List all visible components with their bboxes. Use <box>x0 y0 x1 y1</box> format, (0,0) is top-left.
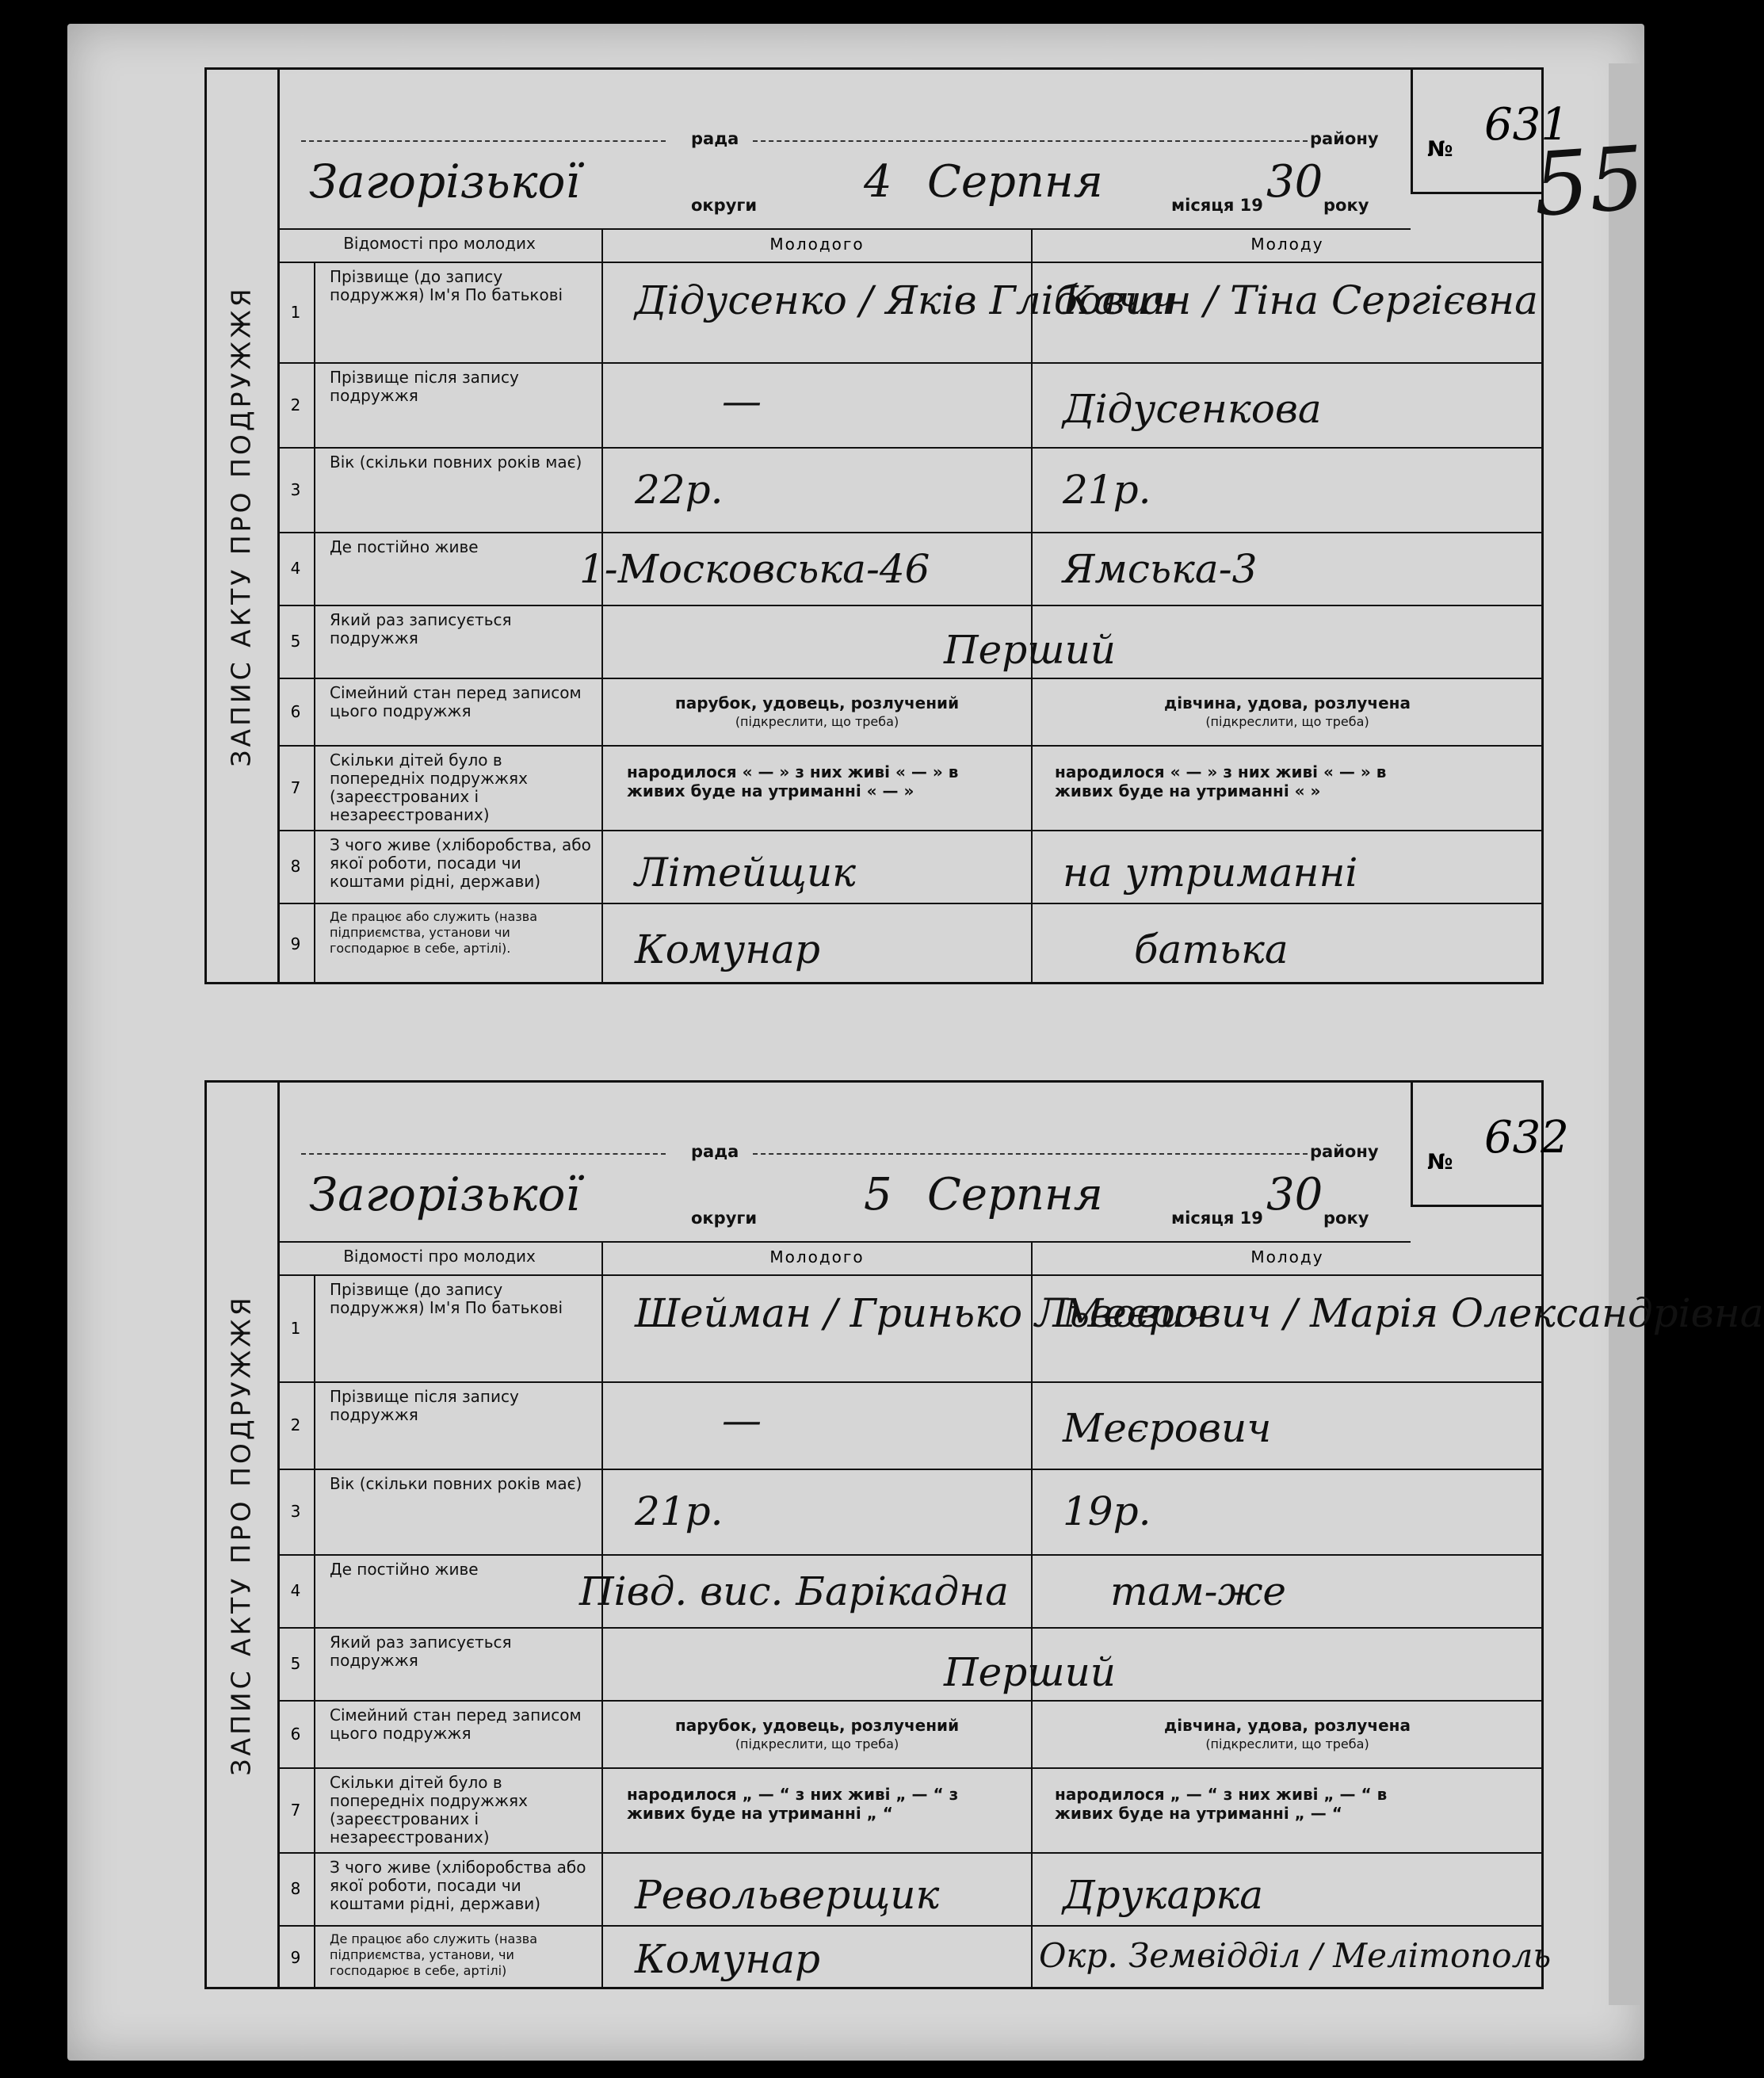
table-row <box>277 1381 1544 1470</box>
day-value: 5 <box>864 1169 892 1220</box>
row-number: 6 <box>277 678 315 745</box>
groom-value: Півд. вис. Барікадна <box>579 1568 1009 1614</box>
bride-status-note: (підкреслити, що треба) <box>1205 714 1369 729</box>
bride-status-note: (підкреслити, що треба) <box>1205 1736 1369 1751</box>
groom-children: народилося « — » з них живі « — » в живих буде на утриманні « — » <box>627 762 959 800</box>
table-row <box>277 362 1544 449</box>
row-number: 5 <box>277 1627 315 1700</box>
row-number: 5 <box>277 605 315 678</box>
rada-line <box>301 140 666 142</box>
table-row <box>277 830 1544 904</box>
table-row <box>277 745 1544 831</box>
bride-value: 21р. <box>1063 467 1151 513</box>
bride-value: Меєрович <box>1063 1405 1272 1451</box>
column-info: Відомості про молодих <box>343 234 536 253</box>
groom-value: Шейман / Гринько Львович <box>635 1290 1210 1336</box>
row-label: З чого живе (хліборобства, або якої роботи, посади чи коштами рідні, держави) <box>314 830 603 903</box>
groom-status: парубок, удовець, розлучений <box>674 1716 960 1735</box>
row-label: Прізвище після запису подружжя <box>314 362 603 447</box>
row-number: 3 <box>277 1469 315 1554</box>
table-row <box>277 1852 1544 1927</box>
row-label: Вік (скільки повних років має) <box>314 447 603 532</box>
table-row <box>277 1274 1764 1383</box>
bride-value: Меєрович / Марія Олександрівна <box>1063 1290 1764 1336</box>
bride-value: Качан / Тіна Сергієвна <box>1063 277 1538 323</box>
vertical-title: ЗАПИС АКТУ ПРО ПОДРУЖЖЯ <box>225 285 257 767</box>
bride-children: народилося „ — “ з них живі „ — “ в живих буде на утриманні „ — “ <box>1055 1785 1388 1823</box>
paper-edge <box>1609 63 1640 2005</box>
groom-value: Комунар <box>635 1936 821 1982</box>
bride-status: дівчина, удова, розлучена <box>1164 693 1411 712</box>
bride-value: батька <box>1134 926 1289 972</box>
row-number: 2 <box>277 1381 315 1469</box>
rayon-label: району <box>1310 1142 1379 1161</box>
row-label: Скільки дітей було в попередніх подружжях (зареєстрованих і незареєстрованих) <box>314 1767 603 1852</box>
vertical-title-strip <box>204 1080 280 1989</box>
column-groom: Молодого <box>769 235 865 254</box>
bride-children: народилося « — » з них живі « — » в живих буде на утриманні « » <box>1055 762 1387 800</box>
groom-value: Дідусенко / Яків Глібович <box>635 277 1175 323</box>
table-row <box>277 1627 1544 1702</box>
row-number: 4 <box>277 1554 315 1627</box>
bride-value: Окр. Земвідділ / Мелітополь <box>1039 1936 1552 1975</box>
record-number: 631 <box>1484 99 1569 151</box>
row-label: Прізвище після запису подружжя <box>314 1381 603 1469</box>
month-value: Серпня <box>927 156 1103 208</box>
row-number: 2 <box>277 362 315 447</box>
row-number: 9 <box>277 1925 315 1989</box>
record-table <box>277 1241 1764 1989</box>
bride-value: на утриманні <box>1063 850 1358 896</box>
table-header-row <box>277 1241 1544 1276</box>
record-header <box>277 67 1411 230</box>
groom-children: народилося „ — “ з них живі „ — “ з живих буде на утриманні „ “ <box>627 1785 959 1823</box>
table-row <box>277 605 1544 679</box>
table-row <box>277 1700 1544 1769</box>
day-value: 4 <box>864 156 892 208</box>
groom-value: 21р. <box>635 1488 724 1534</box>
row-label: Який раз записується подружжя <box>314 1627 603 1700</box>
row-label: Прізвище (до запису подружжя) Ім'я По батькові <box>314 1274 603 1381</box>
record-header <box>277 1080 1411 1243</box>
okrug-label: округи <box>691 196 758 215</box>
year-label: року <box>1323 1209 1369 1228</box>
record-main <box>277 67 1569 984</box>
month-label: місяця 19 <box>1171 196 1263 215</box>
rada-label: рада <box>691 1142 739 1161</box>
column-bride: Молоду <box>1250 235 1324 254</box>
rada-label: рада <box>691 129 739 148</box>
year-value: 30 <box>1266 1169 1323 1220</box>
row-number: 1 <box>277 1274 315 1381</box>
record-number-box <box>1411 1080 1569 1207</box>
row-label: Який раз записується подружжя <box>314 605 603 678</box>
groom-value: — <box>722 1397 762 1443</box>
table-row <box>277 678 1544 747</box>
record-number-box <box>1411 67 1569 194</box>
rada-line <box>301 1153 666 1155</box>
table-row <box>277 1767 1544 1854</box>
row-label: Де працює або служить (назва підприємства, установи, чи господарює в себе, артілі) <box>314 1925 603 1989</box>
groom-value: Револьверщик <box>635 1872 940 1918</box>
row-number: 9 <box>277 903 315 984</box>
row-number: 3 <box>277 447 315 532</box>
table-row <box>277 1469 1544 1556</box>
column-bride: Молоду <box>1250 1247 1324 1266</box>
row-number: 8 <box>277 1852 315 1925</box>
bride-value: Ямська-3 <box>1063 546 1258 592</box>
number-label: № <box>1427 137 1453 162</box>
groom-value: — <box>722 378 762 424</box>
table-row <box>277 262 1544 364</box>
groom-value: Літейщик <box>635 850 857 896</box>
row-number: 7 <box>277 745 315 830</box>
groom-status-note: (підкреслити, що треба) <box>735 714 899 729</box>
vertical-title: ЗАПИС АКТУ ПРО ПОДРУЖЖЯ <box>225 1293 257 1776</box>
row-number: 8 <box>277 830 315 903</box>
number-label: № <box>1427 1150 1453 1175</box>
row-label: З чого живе (хліборобства або якої роботи, посади чи коштами рідні, держави) <box>314 1852 603 1925</box>
column-groom: Молодого <box>769 1247 865 1266</box>
row-label: Де постійно живе <box>314 532 603 605</box>
row-label: Сімейний стан перед записом цього подружжя <box>314 1700 603 1767</box>
marriage-record-1 <box>204 67 1569 984</box>
row-label: Прізвище (до запису подружжя) Ім'я По батькові <box>314 262 603 362</box>
table-row <box>277 447 1544 533</box>
year-value: 30 <box>1266 156 1323 208</box>
table-row <box>277 903 1544 984</box>
row-label: Вік (скільки повних років має) <box>314 1469 603 1554</box>
groom-value: Перший <box>944 627 1116 673</box>
row-label: Сімейний стан перед записом цього подружжя <box>314 678 603 745</box>
year-label: року <box>1323 196 1369 215</box>
marriage-record-2 <box>204 1080 1764 1989</box>
column-info: Відомості про молодих <box>343 1247 536 1266</box>
row-label: Де працює або служить (назва підприємства, установи чи господарює в себе, артілі). <box>314 903 603 984</box>
groom-value: Комунар <box>635 926 821 972</box>
table-row <box>277 532 1544 606</box>
rayon-line <box>753 140 1308 142</box>
table-row <box>277 1554 1544 1629</box>
record-table <box>277 228 1544 984</box>
margin-number: 55 <box>1529 127 1648 236</box>
groom-status: парубок, удовець, розлучений <box>674 693 960 712</box>
bride-value: там-же <box>1110 1568 1286 1614</box>
record-main <box>277 1080 1764 1989</box>
bride-value: 19р. <box>1063 1488 1151 1534</box>
rayon-label: району <box>1310 129 1379 148</box>
month-label: місяця 19 <box>1171 1209 1263 1228</box>
table-header-row <box>277 228 1544 263</box>
row-number: 4 <box>277 532 315 605</box>
row-number: 7 <box>277 1767 315 1852</box>
row-label: Де постійно живе <box>314 1554 603 1627</box>
okrug-value: Загорізької <box>309 155 580 208</box>
bride-value: Друкарка <box>1063 1872 1264 1918</box>
groom-value: 22р. <box>635 467 724 513</box>
okrug-value: Загорізької <box>309 1167 580 1221</box>
groom-status-note: (підкреслити, що треба) <box>735 1736 899 1751</box>
bride-value: Дідусенкова <box>1063 386 1322 432</box>
groom-value: Перший <box>944 1649 1116 1695</box>
row-number: 6 <box>277 1700 315 1767</box>
month-value: Серпня <box>927 1169 1103 1220</box>
row-label: Скільки дітей було в попередніх подружжях (зареєстрованих і незареєстрованих) <box>314 745 603 830</box>
okrug-label: округи <box>691 1209 758 1228</box>
rayon-line <box>753 1153 1308 1155</box>
record-number: 632 <box>1484 1112 1569 1163</box>
vertical-title-strip <box>204 67 280 984</box>
table-row <box>277 1925 1552 1989</box>
bride-status: дівчина, удова, розлучена <box>1164 1716 1411 1735</box>
groom-value: 1-Московська-46 <box>579 546 930 592</box>
row-number: 1 <box>277 262 315 362</box>
